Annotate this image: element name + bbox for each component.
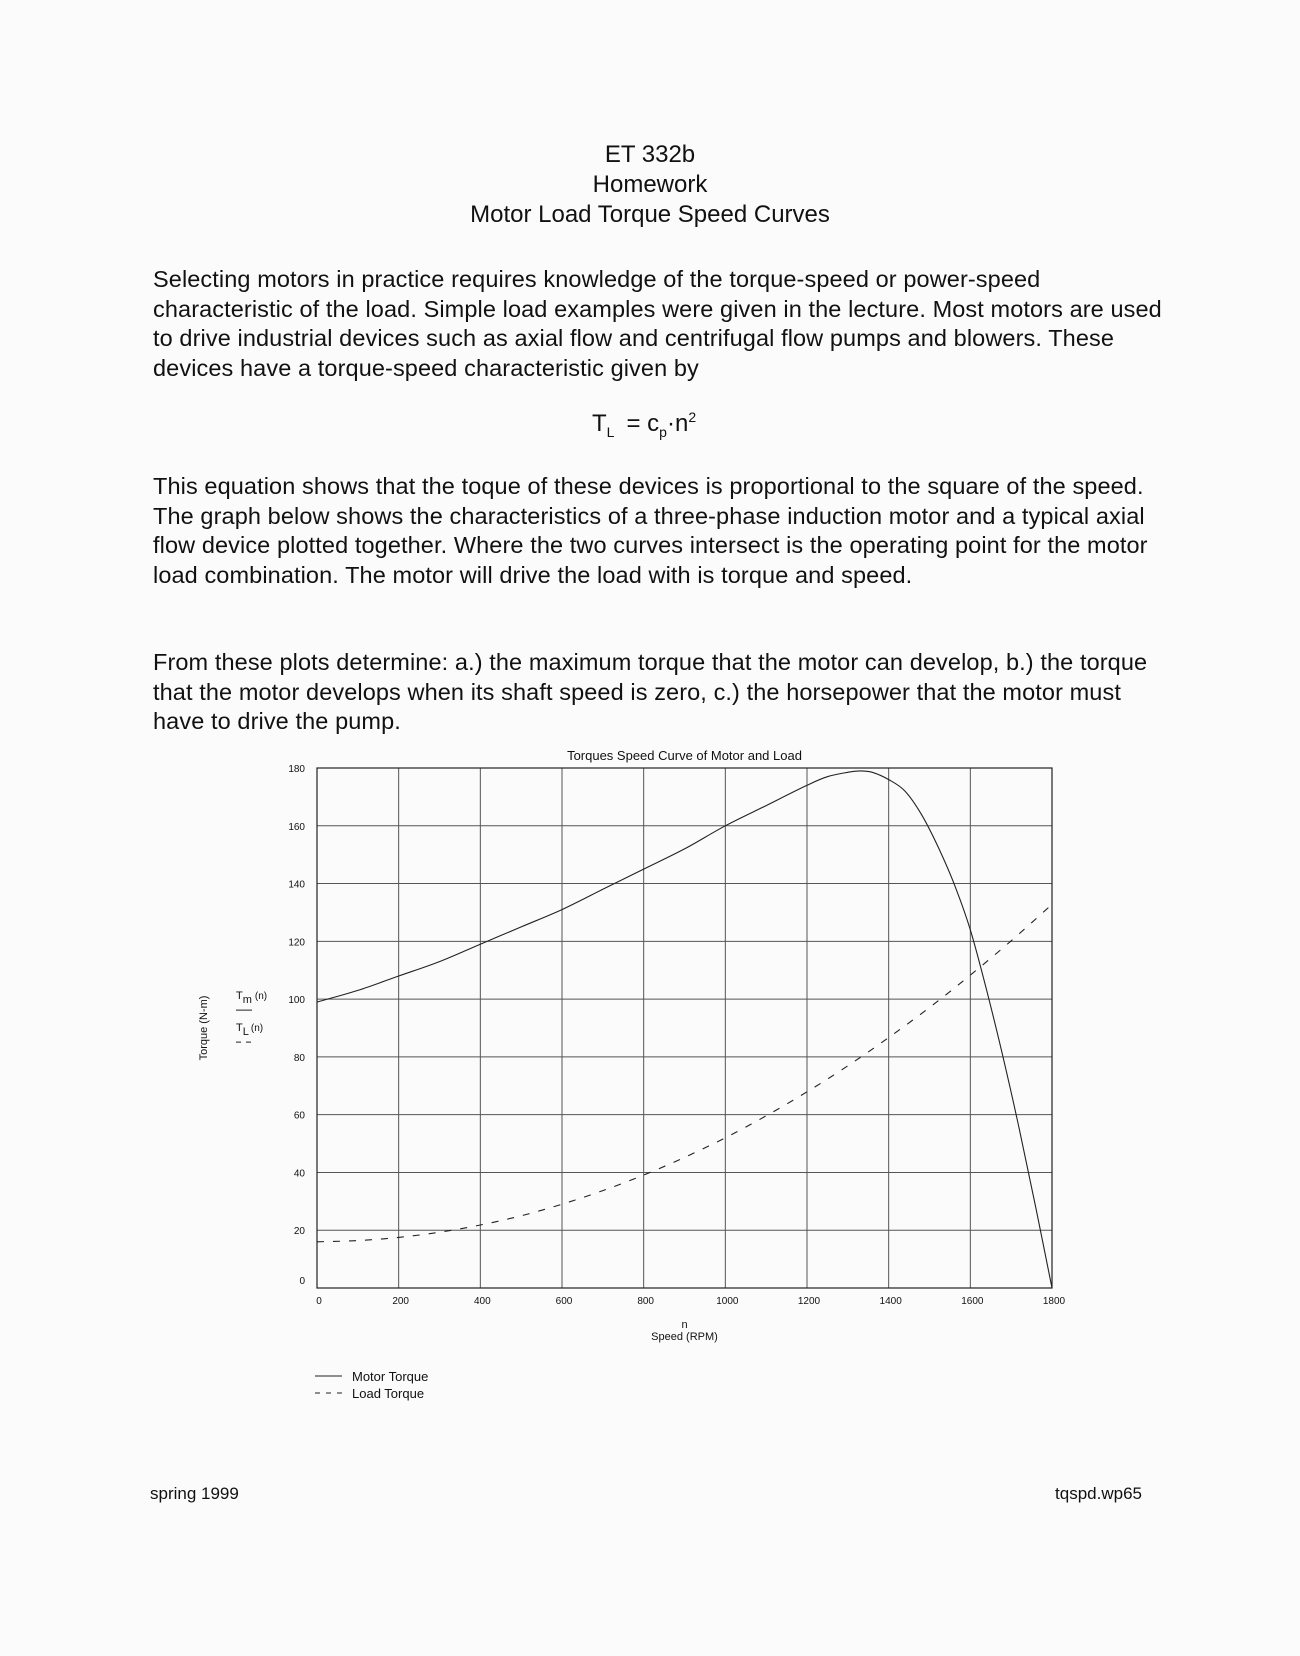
footer-date: spring 1999 — [150, 1484, 239, 1503]
intro-paragraph: Selecting motors in practice requires knowledge of the torque-speed or power-speed characteristic of the load. Simple load examples were given in the lecture. Most motors are used to drive industrial devices such as axial flow and centrifugal flow pumps and blowers. These devices have a torque-speed characteristic given by — [153, 266, 1162, 381]
eq-coef-sub: p — [659, 423, 667, 440]
y-series-label-load — [236, 1022, 263, 1038]
x-tick-label-9: 1800 — [1042, 1296, 1066, 1307]
y-tick-label-8: 160 — [288, 821, 305, 833]
x-tick-label-4: 800 — [637, 1296, 655, 1307]
eq-n: n — [674, 410, 689, 437]
ys0-T: T — [236, 990, 243, 1003]
legend-label-motor: Motor Torque — [352, 1369, 429, 1384]
assignment-type: Homework — [592, 171, 708, 198]
x-tick-label-0: 0 — [316, 1296, 322, 1307]
legend-label-load: Load Torque — [352, 1386, 425, 1401]
y-tick-label-1: 20 — [293, 1226, 305, 1238]
chart-grid — [317, 768, 1052, 1288]
load-torque-equation — [592, 402, 696, 447]
y-tick-label-7: 140 — [288, 879, 305, 891]
document-header — [0, 140, 1300, 230]
y-tick-label-3: 60 — [293, 1110, 305, 1122]
ys0-arg: (n) — [254, 991, 268, 1003]
x-tick-label-7: 1400 — [879, 1296, 902, 1307]
y-tick-label-6: 120 — [288, 937, 305, 949]
eq-lhs-sub: L — [606, 423, 615, 440]
x-tick-label-6: 1200 — [797, 1296, 821, 1307]
footer-filename: tqspd.wp65 — [1055, 1484, 1142, 1503]
explanation-paragraph: This equation shows that the toque of these devices is proportional to the square of the speed. The graph below shows the characteristics of a three-phase induction motor and a typical axial flow device plotted together. Where the two curves intersect is the operating point for the motor load combination. The motor will drive the load with is torque and speed. — [153, 473, 1148, 588]
y-tick-label-4: 80 — [293, 1052, 305, 1064]
x-tick-label-3: 600 — [555, 1296, 573, 1307]
x-variable-label: n — [681, 1319, 688, 1331]
y-series-label-motor — [236, 990, 267, 1006]
chart-ticks — [288, 764, 1065, 1307]
questions-paragraph: From these plots determine: a.) the maximum torque that the motor can develop, b.) the torque that the motor develops when its shaft speed is zero, c.) the horsepower that the motor must have to drive the pump. — [153, 649, 1148, 734]
x-tick-label-8: 1600 — [961, 1296, 984, 1307]
ys1-sub: L — [242, 1026, 249, 1039]
ys1-T: T — [236, 1022, 243, 1035]
series-line-load-torque — [317, 904, 1052, 1241]
eq-equals: = — [626, 410, 641, 437]
chart-title: Torques Speed Curve of Motor and Load — [567, 748, 802, 763]
chart-legend — [315, 1369, 428, 1401]
eq-dot: · — [666, 410, 675, 437]
x-tick-label-1: 200 — [392, 1296, 410, 1307]
ys1-arg: (n) — [250, 1023, 264, 1035]
y-tick-label-5: 100 — [288, 995, 305, 1007]
torque-speed-chart — [0, 740, 1280, 1401]
y-tick-label-9: 180 — [288, 764, 305, 775]
x-axis-label: Speed (RPM) — [651, 1331, 718, 1343]
ys0-sub: m — [242, 994, 252, 1007]
eq-n-sup: 2 — [688, 409, 697, 425]
eq-lhs: T — [592, 410, 607, 437]
chart-series — [317, 771, 1052, 1288]
y-axis-label: Torque (N-m) — [198, 995, 210, 1061]
x-tick-label-2: 400 — [473, 1296, 491, 1307]
y-series-labels — [236, 990, 267, 1042]
y-tick-label-0: 0 — [299, 1276, 305, 1287]
y-tick-label-2: 40 — [293, 1168, 305, 1180]
document-title: Motor Load Torque Speed Curves — [470, 201, 830, 228]
course-code: ET 332b — [604, 141, 696, 168]
eq-coef: c — [647, 410, 660, 437]
series-line-motor-torque — [317, 771, 1052, 1288]
x-tick-label-5: 1000 — [716, 1296, 739, 1307]
plot-frame — [317, 768, 1052, 1288]
